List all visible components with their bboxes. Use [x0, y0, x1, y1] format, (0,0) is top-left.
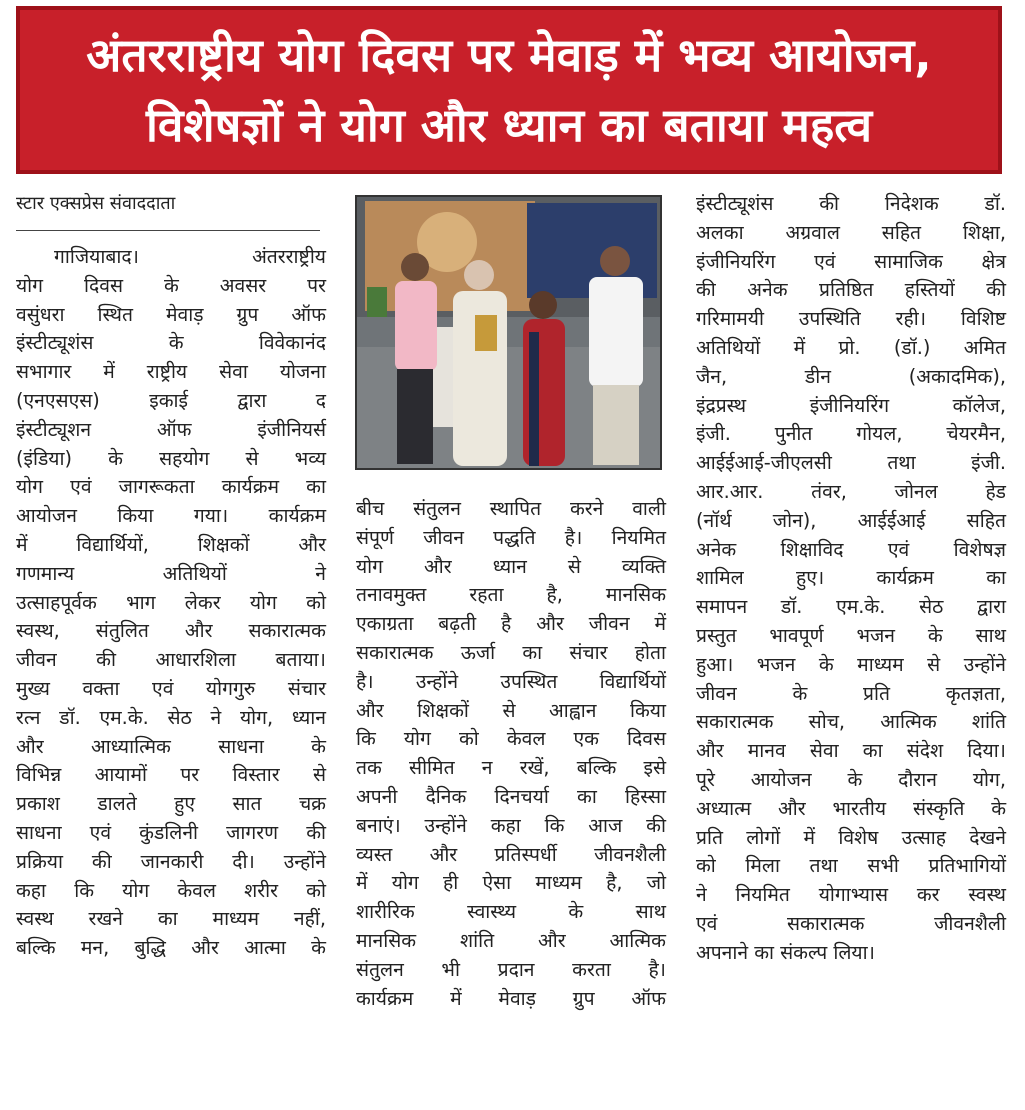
article-line: अध्यात्म और भारतीय संस्कृति के	[696, 796, 1006, 820]
article-line: साधना एवं कुंडलिनी जागरण की	[16, 820, 326, 844]
headline-line-1: अंतरराष्ट्रीय योग दिवस पर मेवाड़ में भव्य आयोजन,	[86, 28, 932, 82]
article-column-1	[16, 190, 326, 963]
article-line: प्रकाश डालते हुए सात चक्र	[16, 792, 326, 816]
article-line: है। उन्होंने उपस्थित विद्यार्थियों	[356, 669, 666, 693]
article-line: में विद्यार्थियों, शिक्षकों और	[16, 532, 326, 556]
article-line: समापन डॉ. एम.के. सेठ द्वारा	[696, 595, 1006, 619]
article-line: जीवन की आधारशिला बताया।	[16, 648, 326, 672]
article-line: को मिला तथा सभी प्रतिभागियों	[696, 854, 1006, 878]
byline: स्टार एक्सप्रेस संवाददाता	[16, 190, 320, 231]
article-line: योग और ध्यान से व्यक्ति	[356, 554, 666, 578]
event-photo	[355, 195, 662, 470]
article-line: बनाएं। उन्होंने कहा कि आज की	[356, 813, 666, 837]
article-line: पूरे आयोजन के दौरान योग,	[696, 767, 1006, 791]
article-line: स्वस्थ, संतुलित और सकारात्मक	[16, 619, 326, 643]
article-line: जीवन के प्रति कृतज्ञता,	[696, 681, 1006, 705]
article-line: एकाग्रता बढ़ती है और जीवन में	[356, 612, 666, 636]
article-line: उत्साहपूर्वक भाग लेकर योग को	[16, 590, 326, 614]
article-line: गाजियाबाद। अंतरराष्ट्रीय	[54, 245, 326, 268]
article-line: और आध्यात्मिक साधना के	[16, 734, 326, 758]
article-line: तनावमुक्त रहता है, मानसिक	[356, 583, 666, 607]
article-line: प्रति लोगों में विशेष उत्साह देखने	[696, 825, 1006, 849]
article-line: शामिल हुए। कार्यक्रम का	[696, 566, 1006, 590]
article-line: अपनाने का संकल्प लिया।	[696, 940, 875, 964]
headline-line-2: विशेषज्ञों ने योग और ध्यान का बताया महत्व	[145, 98, 873, 152]
article-line: गणमान्य अतिथियों ने	[16, 561, 326, 585]
article-line: कहा कि योग केवल शरीर को	[16, 878, 326, 902]
article-line: में योग ही ऐसा माध्यम है, जो	[356, 871, 666, 895]
article-line: (एनएसएस) इकाई द्वारा द	[16, 388, 326, 412]
article-line: वसुंधरा स्थित मेवाड़ ग्रुप ऑफ	[16, 302, 326, 326]
article-line: इंस्टीट्यूशंस के विवेकानंद	[16, 331, 326, 355]
article-line: इंद्रप्रस्थ इंजीनियरिंग कॉलेज,	[696, 393, 1006, 417]
article-line: सभागार में राष्ट्रीय सेवा योजना	[16, 360, 326, 384]
article-line: बीच संतुलन स्थापित करने वाली	[356, 497, 666, 520]
article-line: मानसिक शांति और आत्मिक	[356, 928, 666, 952]
article-line: स्वस्थ रखने का माध्यम नहीं,	[16, 907, 326, 931]
article-line: कार्यक्रम में मेवाड़ ग्रुप ऑफ	[356, 986, 666, 1010]
article-line: इंजीनियरिंग एवं सामाजिक क्षेत्र	[696, 249, 1006, 273]
article-line: इंस्टीट्यूशंस की निदेशक डॉ.	[696, 192, 1006, 215]
article-line: जैन, डीन (अकादमिक),	[696, 364, 1006, 388]
column-2-text	[356, 495, 666, 1013]
article-line: विभिन्न आयामों पर विस्तार से	[16, 763, 326, 787]
article-line: शारीरिक स्वास्थ्य के साथ	[356, 900, 666, 924]
article-line: सकारात्मक ऊर्जा का संचार होता	[356, 640, 666, 664]
article-line: इंजी. पुनीत गोयल, चेयरमैन,	[696, 422, 1006, 446]
event-photo-image	[357, 197, 660, 468]
article-line: इंस्टीट्यूशन ऑफ इंजीनियर्स	[16, 417, 326, 441]
article-line: मुख्य वक्ता एवं योगगुरु संचार	[16, 676, 326, 700]
article-line: प्रक्रिया की जानकारी दी। उन्होंने	[16, 849, 326, 873]
article-column-2	[356, 495, 666, 1013]
article-line: अतिथियों में प्रो. (डॉ.) अमित	[696, 335, 1006, 359]
article-line: अलका अग्रवाल सहित शिक्षा,	[696, 220, 1006, 244]
article-line: योग दिवस के अवसर पर	[16, 273, 326, 297]
article-line: तक सीमित न रखें, बल्कि इसे	[356, 756, 666, 780]
article-line: संतुलन भी प्रदान करता है।	[356, 957, 666, 981]
article-line: योग एवं जागरूकता कार्यक्रम का	[16, 475, 326, 499]
headline-banner	[16, 6, 1002, 174]
article-line: अनेक शिक्षाविद एवं विशेषज्ञ	[696, 537, 1006, 561]
article-line: आर.आर. तंवर, जोनल हेड	[696, 479, 1006, 503]
article-line: आयोजन किया गया। कार्यक्रम	[16, 504, 326, 528]
article-line: और शिक्षकों से आह्वान किया	[356, 698, 666, 722]
column-3-text	[696, 190, 1006, 968]
article-column-3	[696, 190, 1006, 968]
article-line: हुआ। भजन के माध्यम से उन्होंने	[696, 652, 1006, 676]
article-line: संपूर्ण जीवन पद्धति है। नियमित	[356, 525, 666, 549]
column-1-text	[16, 243, 326, 963]
article-line: और मानव सेवा का संदेश दिया।	[696, 739, 1006, 763]
article-line: गरिमामयी उपस्थिति रही। विशिष्ट	[696, 307, 1006, 331]
article-line: ने नियमित योगाभ्यास कर स्वस्थ	[696, 883, 1006, 907]
article-line: सकारात्मक सोच, आत्मिक शांति	[696, 710, 1006, 734]
article-line: (इंडिया) के सहयोग से भव्य	[16, 446, 326, 470]
article-line: की अनेक प्रतिष्ठित हस्तियों की	[696, 278, 1006, 302]
article-line: अपनी दैनिक दिनचर्या का हिस्सा	[356, 784, 666, 808]
article-line: बल्कि मन, बुद्धि और आत्मा के	[16, 936, 326, 960]
article-line: आईईआई-जीएलसी तथा इंजी.	[696, 451, 1006, 475]
article-line: प्रस्तुत भावपूर्ण भजन के साथ	[696, 623, 1006, 647]
article-line: व्यस्त और प्रतिस्पर्धी जीवनशैली	[356, 842, 666, 866]
article-line: रत्न डॉ. एम.के. सेठ ने योग, ध्यान	[16, 705, 326, 729]
article-line: एवं सकारात्मक जीवनशैली	[696, 911, 1006, 935]
article-line: कि योग को केवल एक दिवस	[356, 727, 666, 751]
article-line: (नॉर्थ जोन), आईईआई सहित	[696, 508, 1006, 532]
